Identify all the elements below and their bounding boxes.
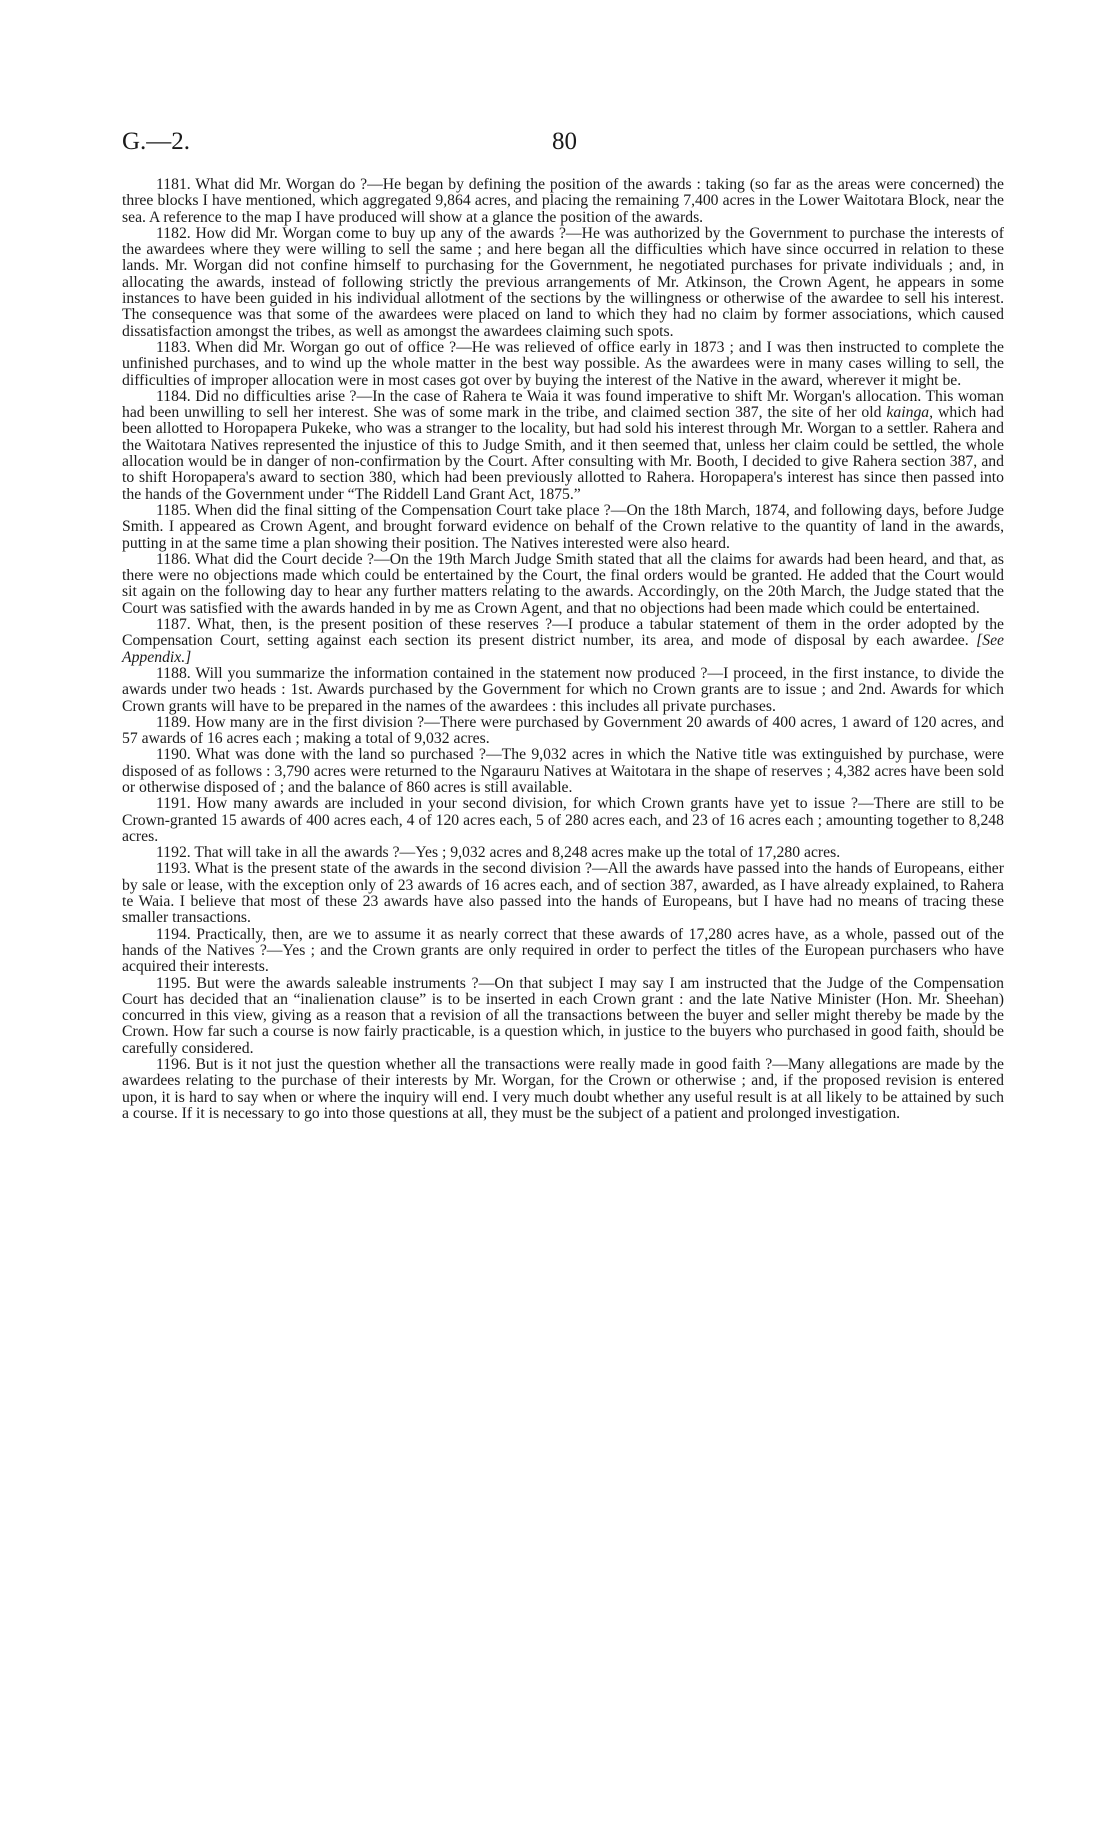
italic-word: kainga, (886, 404, 934, 422)
paragraph-number: 1194. (156, 925, 191, 943)
paragraph-1186 (122, 552, 1004, 617)
paragraph-number: 1192. (156, 844, 191, 862)
paragraph-1190 (122, 747, 1004, 796)
paragraph-1182 (122, 226, 1004, 340)
paragraph-number: 1196. (156, 1056, 191, 1074)
paragraph-number: 1183. (156, 338, 191, 356)
paragraph-text: How did Mr. Worgan come to buy up any of the awards ?—He was authorized by the Government to purchase the interests of the awardees where they were willing to sell the same ; and here began all the difficulties which have since occurred in relation to these lands. Mr. Worgan did not confine himself to purchasing for the Government, he negotiated purchases for private individuals ; and, in allocating the awards, instead of following strictly the previous arrangements of Mr. Atkinson, the Crown Agent, he appears in some instances to have been guided in his individual allotment of the sections by the willingness or otherwise of the awardee to sell his interest. The consequence was that some of the awardees were placed on land to which they had no claim by former associations, which caused dissatisfaction amongst the tribes, as well as amongst the awardees claiming such spots. (122, 224, 1004, 340)
paragraph-1196 (122, 1057, 1004, 1122)
paragraph-text: But is it not just the question whether all the transactions were really made in good faith ?—Many allegations are made by the awardees relating to the purchase of their interests by Mr. Worgan, for the Crown or otherwise ; and, if the proposed revision is entered upon, it is hard to say when or where the inquiry will end. I very much doubt whether any useful result is at all likely to be attained by such a course. If it is necessary to go into those questions at all, they must be the subject of a patient and prolonged investigation. (122, 1056, 1004, 1122)
paragraph-text: When did Mr. Worgan go out of office ?—He was relieved of office early in 1873 ; and I was then instructed to complete the unfinished purchases, and to wind up the whole matter in the best way possible. As the awardees were in many cases willing to sell, the difficulties of improper allocation were in most cases got over by buying the interest of the Native in the award, wherever it might be. (122, 338, 1004, 389)
paragraph-number: 1186. (156, 550, 191, 568)
paragraph-number: 1191. (156, 795, 191, 813)
paragraph-1192 (122, 845, 1004, 861)
page-number: 80 (552, 128, 577, 155)
paragraph-number: 1188. (156, 664, 191, 682)
paragraph-1187 (122, 617, 1004, 666)
paragraph-1185 (122, 503, 1004, 552)
paragraph-number: 1182. (156, 224, 191, 242)
paragraph-text: What did Mr. Worgan do ?—He began by defining the position of the awards : taking (so far as the areas were concerned) the three blocks I have mentioned, which aggregated 9,864 acres, and placing the remaining 7,400 acres in the Lower Waitotara Block, near the sea. A reference to the map I have produced will show at a glance the position of the awards. (122, 176, 1004, 226)
paragraph-text: How many are in the first division ?—There were purchased by Government 20 awards of 400 acres, 1 award of 120 acres, and 57 awards of 16 acres each ; making a total of 9,032 acres. (122, 713, 1004, 748)
paragraph-1191 (122, 796, 1004, 845)
paragraph-text: Did no difficulties arise ?—In the case of Rahera te Waia it was found imperative to shift Mr. Worgan's allocation. This woman had been unwilling to sell her interest. She was of some mark in the tribe, and claimed section 387, the site of her old (122, 387, 1004, 422)
paragraph-text-continued: which had been allotted to Horopapera Pukeke, who was a stranger to the locality, but had sold his interest through Mr. Worgan to a settler. Rahera and the Waitotara Natives represented the injustice of this to Judge Smith, and it then seemed that, unless her claim could be settled, the whole allocation would be in danger of non-confirmation by the Court. After consulting with Mr. Booth, I decided to give Rahera section 387, and to shift Horopapera's award to section 380, which had been previously allotted to Rahera. Horopapera's interest has since then passed into the hands of the Government under “The Riddell Land Grant Act, 1875.” (122, 404, 1004, 503)
paragraph-number: 1184. (156, 387, 191, 405)
paragraph-number: 1181. (156, 176, 191, 193)
paragraph-text: What, then, is the present position of these reserves ?—I produce a tabular statement of them in the order adopted by the Compensation Court, setting against each section its present district number, its area, and mode of disposal by each awardee. (122, 616, 1004, 650)
paragraph-1189 (122, 715, 1004, 748)
paragraph-1183 (122, 340, 1004, 389)
document-body (122, 177, 1004, 1122)
paragraph-text: Practically, then, are we to assume it as nearly correct that these awards of 17,280 acres have, as a whole, passed out of the hands of the Natives ?—Yes ; and the Crown grants are only required in order to perfect the titles of the European purchasers who have acquired their interests. (122, 925, 1004, 976)
paragraph-1184 (122, 389, 1004, 503)
appendix-reference: [See Appendix.] (122, 632, 1004, 666)
paragraph-text: What was done with the land so purchased ?—The 9,032 acres in which the Native title was extinguished by purchase, were disposed of as follows : 3,790 acres were returned to the Ngarauru Natives at Waitotara in the shape of reserves ; 4,382 acres have been sold or otherwise disposed of ; and the balance of 860 acres is still available. (122, 746, 1004, 796)
paragraph-1193 (122, 861, 1004, 926)
paragraph-1195 (122, 976, 1004, 1057)
paragraph-number: 1193. (156, 860, 191, 878)
paragraph-text: How many awards are included in your second division, for which Crown grants have yet to issue ?—There are still to be Crown-granted 15 awards of 400 acres each, 4 of 120 acres each, 5 of 280 acres each, and 23 of 16 acres each ; amounting together to 8,248 acres. (122, 795, 1005, 845)
paragraph-text: Will you summarize the information contained in the statement now produced ?—I proceed, in the first instance, to divide the awards under two heads : 1st. Awards purchased by the Government for which no Crown grants are to issue ; and 2nd. Awards for which Crown grants will have to be prepared in the names of the awardees : this includes all private purchases. (122, 664, 1004, 715)
paragraph-number: 1189. (156, 713, 191, 731)
paragraph-text: But were the awards saleable instruments ?—On that subject I may say I am instructed that the Judge of the Compensation Court has decided that an “inalienation clause” is to be inserted in each Crown grant : and the late Native Minister (Hon. Mr. Sheehan) concurred in this view, giving as a reason that a revision of all the transactions between the buyer and seller might thereby be made by the Crown. How far such a course is now fairly practicable, is a question which, in justice to the buyers who purchased in good faith, should be carefully considered. (122, 974, 1005, 1057)
paragraph-text: What is the present state of the awards in the second division ?—All the awards have passed into the hands of Europeans, either by sale or lease, with the exception only of 23 awards of 16 acres each, and of section 387, awarded, as I have already explained, to Rahera te Waia. I believe that most of these 23 awards have also passed into the hands of Europeans, but I have had no means of tracing these smaller transactions. (122, 860, 1004, 927)
document-reference: G.—2. (122, 128, 191, 155)
paragraph-text: What did the Court decide ?—On the 19th March Judge Smith stated that all the claims for awards had been heard, and that, as there were no objections made which could be entertained by the Court, the final orders would be granted. He added that the Court would sit again on the following day to hear any further matters relating to the awards. Accordingly, on the 20th March, the Judge stated that the Court was satisfied with the awards handed in by me as Crown Agent, and that no objections had been made which could be entertained. (122, 550, 1005, 617)
paragraph-number: 1187. (156, 616, 191, 634)
paragraph-text: When did the final sitting of the Compensation Court take place ?—On the 18th March, 1874, and following days, before Judge Smith. I appeared as Crown Agent, and brought forward evidence on behalf of the Crown relative to the quantity of land in the awards, putting in at the same time a plan showing their position. The Natives interested were also heard. (122, 501, 1004, 552)
paragraph-number: 1195. (156, 974, 191, 992)
paragraph-number: 1185. (156, 501, 191, 519)
paragraph-1188 (122, 666, 1004, 715)
paragraph-text: That will take in all the awards ?—Yes ; 9,032 acres and 8,248 acres make up the total of 17,280 acres. (194, 844, 841, 862)
paragraph-1181 (122, 177, 1004, 226)
page-header (122, 128, 992, 160)
paragraph-1194 (122, 927, 1004, 976)
paragraph-number: 1190. (156, 746, 191, 764)
